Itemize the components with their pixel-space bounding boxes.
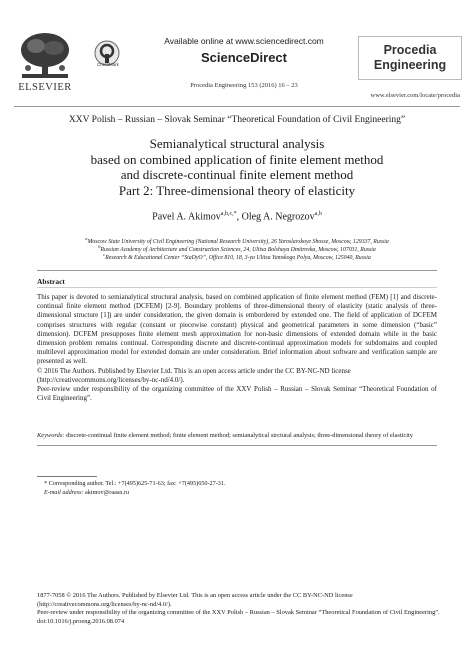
doi-link[interactable]: doi:10.1016/j.proeng.2016.08.074 — [37, 617, 125, 625]
affiliation — [14, 251, 460, 262]
affiliation-mark: a — [85, 236, 88, 241]
email-address[interactable]: akimov@raasn.ru — [83, 488, 130, 496]
seminar-name: XXV Polish – Russian – Slovak Seminar “Theoretical Foundation of Civil Engineering” — [68, 115, 406, 125]
abstract-heading: Abstract — [37, 277, 65, 286]
title-line-1: Semianalytical structural analysis — [149, 136, 325, 151]
issn-copyright: 1877-7058 © 2016 The Authors. Published by Elsevier Ltd. This is an open access article under the CC BY-NC-ND license — [37, 592, 353, 599]
author-name: Pavel A. Akimov — [152, 211, 221, 223]
available-online-text: Available online at www.sciencedirect.com — [164, 36, 324, 46]
affiliation-mark: c — [103, 252, 106, 257]
author-name: Oleg A. Negrozov — [241, 211, 315, 223]
header-divider — [14, 106, 460, 107]
keywords-label: Keywords: — [37, 432, 65, 439]
keywords-rule — [37, 445, 437, 446]
journal-url-link[interactable]: www.elsevier.com/locate/procedia — [370, 92, 460, 99]
journal-reference: Procedia Engineering 153 (2016) 16 – 23 — [190, 82, 298, 89]
abstract-text: This paper is devoted to semianalytical structural analysis, based on combined application of finite element method (FEM) [1] and discrete-continual finite element method (DCFEM) [2-9]. Boundary problems of three-dimensional theory of elasticity (static analysis of three-dimensional structure [1]) are under consideration, the given domain is embordered by extended one. The field of application of DCFEM comprises structures with regular (constant or piecewise constant) physical and geometrical parameters in some dimension (“basic” dimension). DCFEM presupposes finite element mesh approximation for non-basic dimensions of extended domain while in the basic dimension problem remains continual. Corresponding discrete and discrete-continual approximation models for subdomains and coupled multilevel approximation model for extended domain are under consideration. Brief information about software and verification sample are presented as well. — [37, 293, 437, 366]
author-contact: * Corresponding author. Tel.: +7(495)625-71-63; fax: +7(495)650-27-31. — [44, 480, 226, 487]
affiliation-mark: b — [98, 244, 101, 249]
bottom-peer-review: Peer-review under responsibility of the organizing committee of the XXV Polish – Russian – Slovak Seminar “Theoretical Foundation of Civil Engineering”. — [37, 609, 440, 617]
keywords-text: discrete-continual finite element method; finite element method; semianalytical strctural analysis; three-dimensional theory of elasticity — [64, 432, 413, 439]
peer-review-note: Peer-review under responsibility of the organizing committee of the XXV Polish – Russian – Slovak Seminar “Theoretical Foundation of Civil Engineering”. — [37, 385, 437, 403]
title-line-4: Part 2: Three-dimensional theory of elasticity — [118, 182, 356, 198]
author-affiliation-marks: a,b — [314, 211, 322, 217]
corresponding-author-footnote — [44, 480, 424, 497]
author-list — [14, 211, 460, 222]
keywords — [37, 432, 437, 439]
affiliation-text: Russian Academy of Architecture and Construction Sciences, 24, Ulitsa Bolshaya Dmitrovka, Moscow, 107031, Russia — [100, 246, 376, 253]
affiliation-text: Research & Educational Center “StaDyO”, Office 810, 18, 3-ya Ulitsa Yamskogo Polya, Moscow, 125040, Russia — [105, 254, 371, 261]
journal-name-line2: Engineering — [373, 58, 447, 72]
journal-name — [359, 43, 461, 73]
journal-title-box — [358, 36, 462, 80]
abstract-heading-rule — [37, 287, 437, 288]
author-email — [44, 489, 424, 498]
license-link[interactable]: (http://creativecommons.org/licenses/by-nc-nd/4.0/). — [37, 375, 185, 384]
bottom-license-link[interactable]: (http://creativecommons.org/licenses/by-nc-nd/4.0/). — [37, 600, 172, 608]
bottom-copyright-block — [37, 592, 457, 626]
elsevier-wordmark: ELSEVIER — [18, 82, 72, 93]
abstract-top-rule — [37, 270, 437, 271]
author-separator: , — [236, 211, 242, 223]
title-line-3: and discrete-continual finite element method — [120, 167, 354, 182]
email-label: E-mail address: — [44, 488, 84, 496]
sciencedirect-logo[interactable]: ScienceDirect — [201, 50, 287, 65]
author-affiliation-marks: a,b,c,* — [220, 211, 237, 217]
paper-title — [14, 136, 460, 198]
journal-name-line1: Procedia — [383, 43, 437, 57]
crossmark-label: CrossMark — [97, 62, 119, 67]
affiliation-text: Moscow State University of Civil Engineering (National Research University), 26 Yaroslavskoye Shosse, Moscow, 129337, Russia — [87, 238, 389, 245]
abstract-body — [37, 293, 437, 403]
footnote-divider — [37, 476, 97, 477]
copyright-line: © 2016 The Authors. Published by Elsevier Ltd. This is an open access article under the CC BY-NC-ND license — [37, 366, 351, 375]
title-line-2: based on combined application of finite element method — [90, 151, 384, 167]
page-header — [14, 30, 460, 106]
